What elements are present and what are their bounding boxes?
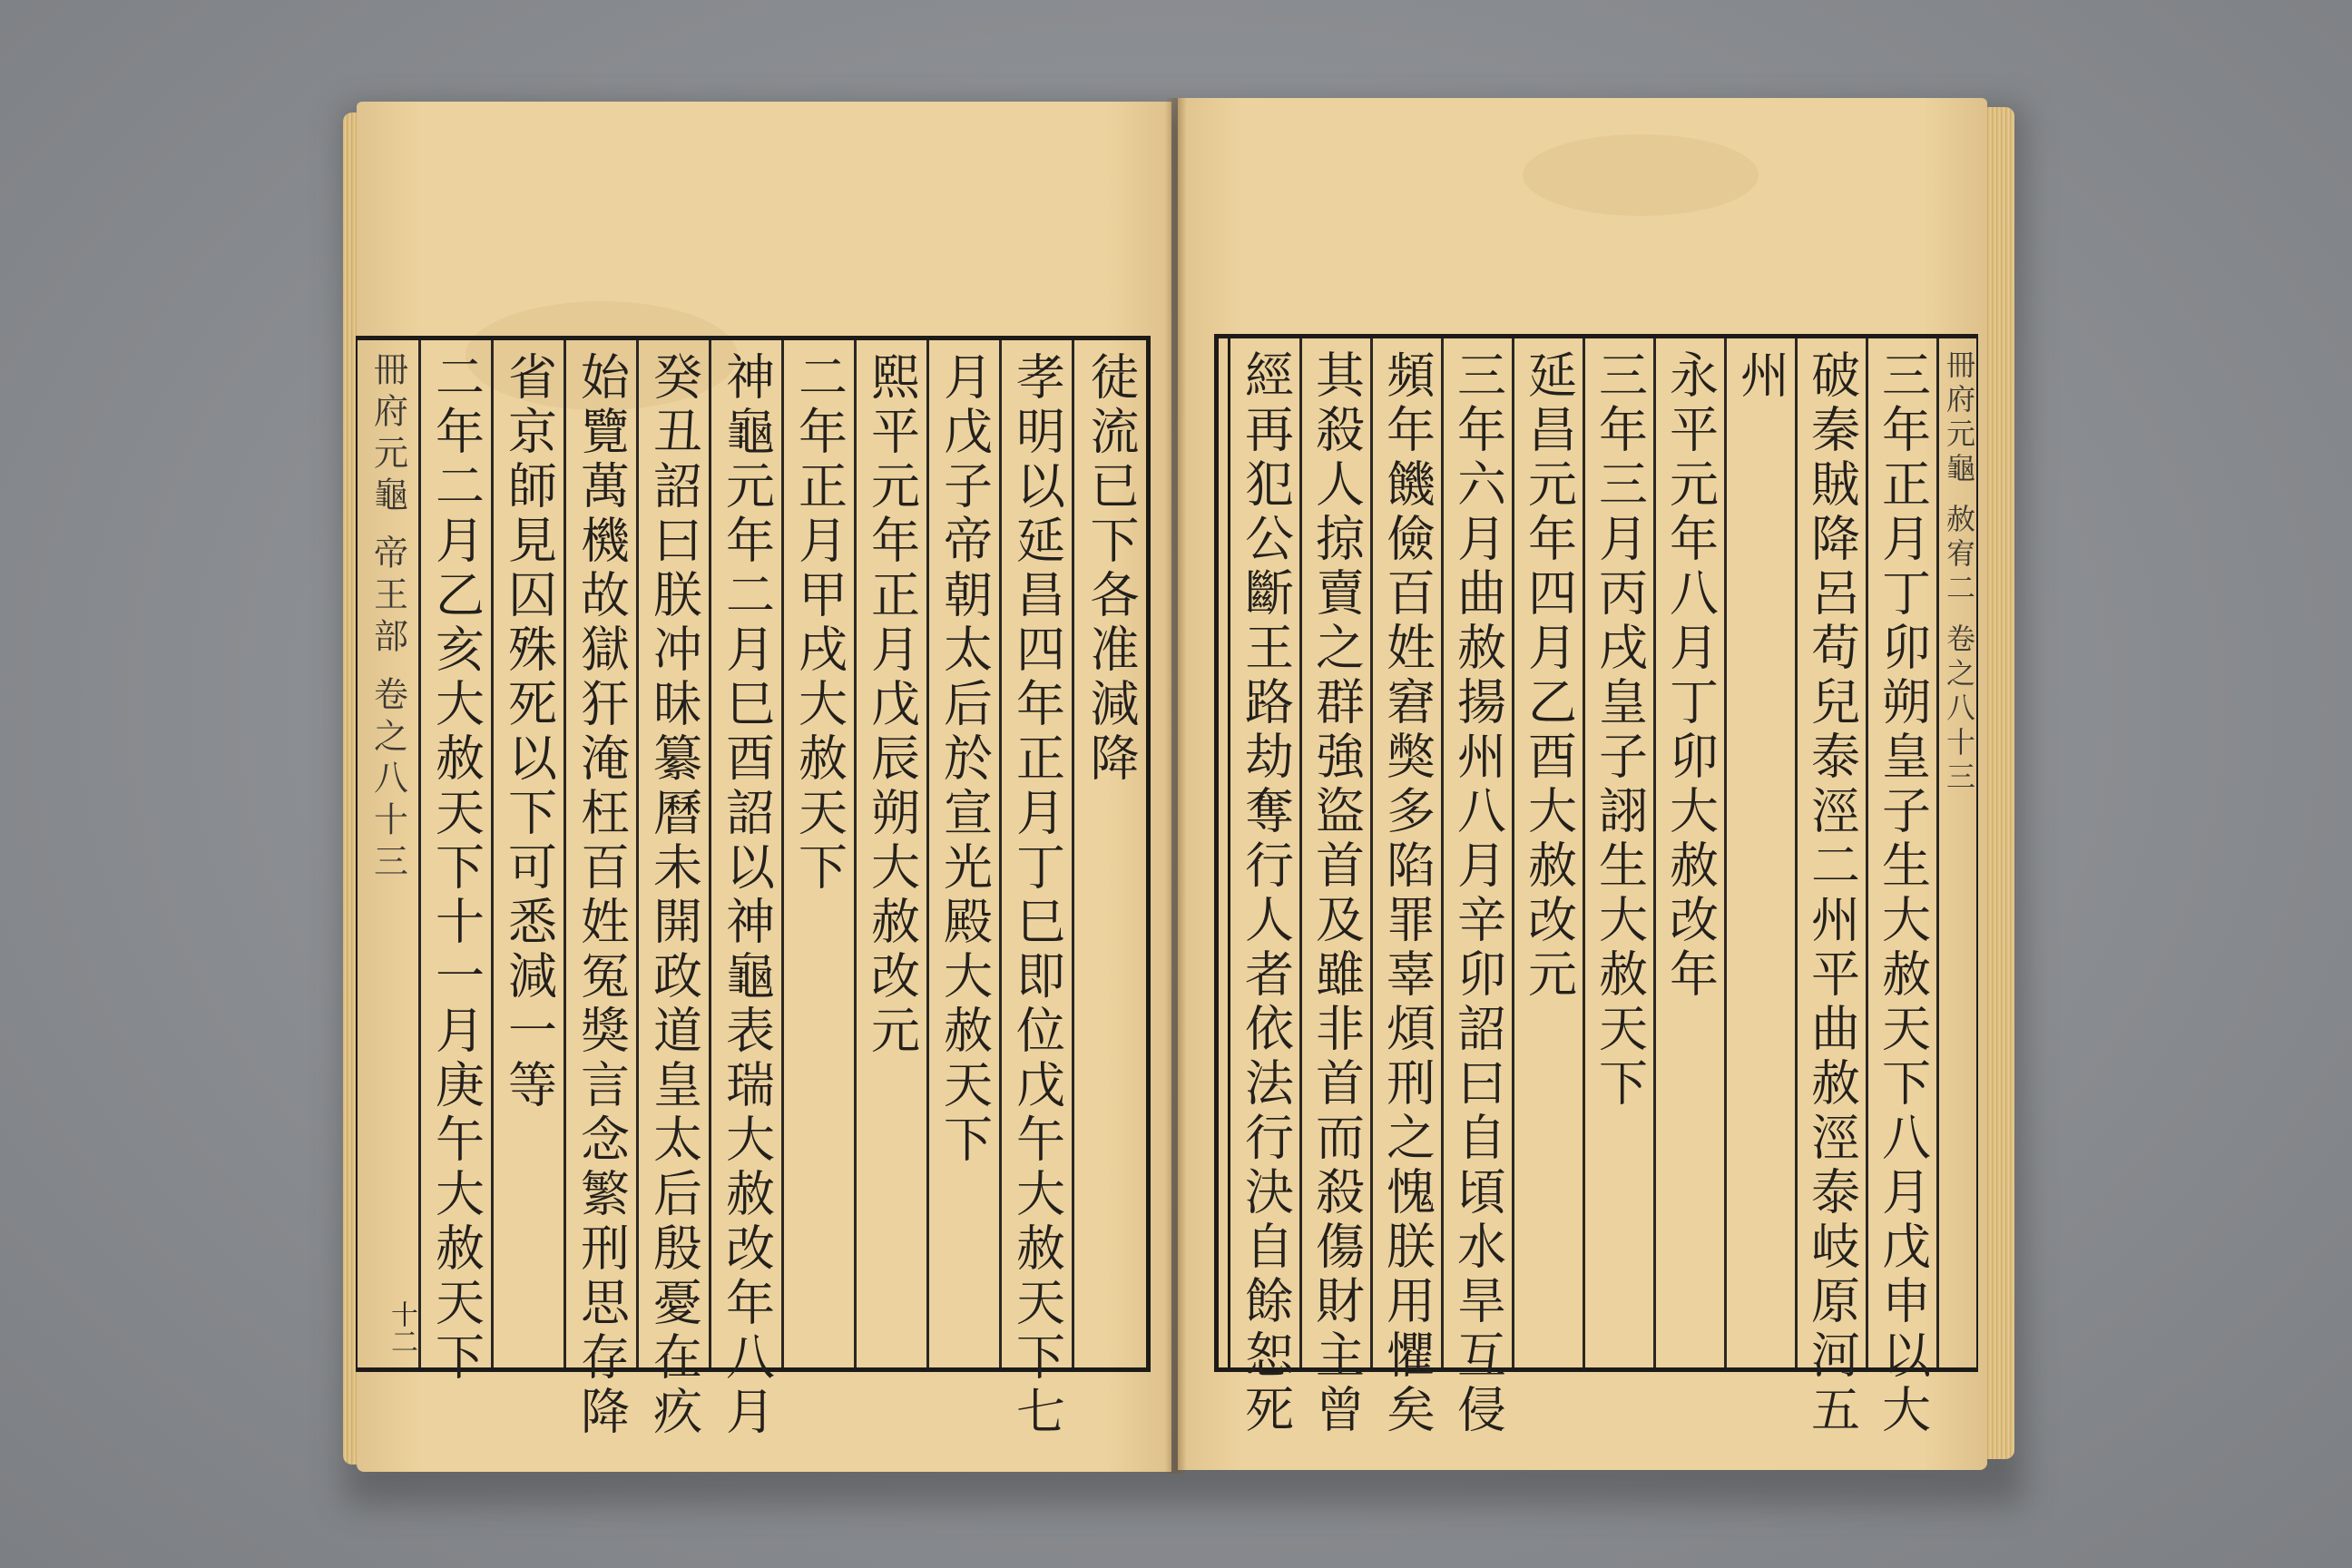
text-column: [1656, 338, 1727, 1367]
column-text: 孝明以延昌四年正月丁巳即位戊午大赦天下七: [1008, 351, 1066, 1440]
text-column: [1373, 338, 1444, 1438]
text-column: [1074, 340, 1147, 1367]
column-text: 永平元年八月丁卯大赦改年: [1661, 349, 1720, 1003]
text-column: [1585, 338, 1656, 1367]
margin-section: 赦宥二: [1942, 504, 1976, 607]
column-text: 省京師見囚殊死以下可悉減一等: [500, 351, 558, 1113]
text-column: [929, 340, 1002, 1367]
margin-chapter: 卷之八十三: [368, 676, 408, 885]
column-text: 經再犯公斷王路劫奪行人者依法行決自餘恕死: [1237, 349, 1295, 1438]
column-text: 頻年饑儉百姓窘獘多陷罪辜煩刑之愧朕用懼矣: [1378, 349, 1436, 1438]
text-column: [711, 340, 784, 1440]
text-column: [1727, 338, 1798, 1367]
book-gutter: [1165, 98, 1187, 1474]
text-column: [1514, 338, 1585, 1367]
margin-title: 冊府元龜: [368, 351, 408, 518]
left-margin-column: [358, 340, 421, 1367]
column-text: 熙平元年正月戊辰朔大赦改元: [863, 351, 921, 1059]
column-text: 破秦賊降呂苟兒泰涇二州平曲赦涇泰岐原河五: [1803, 349, 1861, 1438]
paper-stain: [1523, 134, 1759, 216]
column-text: 二年二月乙亥大赦天下十一月庚午大赦天下: [427, 351, 485, 1386]
column-text: 神龜元年二月巳酉詔以神龜表瑞大赦改年八月: [718, 351, 776, 1440]
text-column: [639, 340, 711, 1440]
text-column: [1231, 338, 1302, 1438]
text-column: [1868, 338, 1939, 1438]
column-text: 延昌元年四月乙酉大赦改元: [1520, 349, 1578, 1003]
margin-section: 帝王部: [368, 534, 408, 660]
text-column: [494, 340, 566, 1367]
right-margin-column: [1939, 338, 1979, 1367]
margin-chapter: 卷之八十三: [1942, 623, 1976, 796]
column-text: 三年正月丁卯朔皇子生大赦天下八月戊申以大: [1874, 349, 1932, 1438]
column-text: 癸丑詔曰朕冲昧纂曆未開政道皇太后殷憂在疚: [645, 351, 703, 1440]
column-text: 其殺人掠賣之群強盜首及雖非首而殺傷財主曾: [1308, 349, 1366, 1438]
text-column: [857, 340, 929, 1367]
text-column: [784, 340, 857, 1367]
text-column: [1002, 340, 1074, 1440]
column-text: 徒流已下各准減降: [1083, 351, 1140, 787]
text-column: [1302, 338, 1373, 1438]
column-text: 州: [1732, 349, 1790, 404]
text-column: [421, 340, 494, 1386]
left-text-frame: [356, 336, 1151, 1440]
text-column: [566, 340, 639, 1440]
right-text-frame: [1214, 334, 1978, 1438]
text-column: [1444, 338, 1514, 1438]
column-text: 月戊子帝朝太后於宣光殿大赦天下: [936, 351, 994, 1168]
text-column: [1798, 338, 1868, 1438]
margin-title: 冊府元龜: [1942, 349, 1976, 487]
column-text: 三年三月丙戌皇子詡生大赦天下: [1591, 349, 1649, 1112]
column-text: 二年正月甲戌大赦天下: [790, 351, 848, 896]
column-text: 始覽萬機故獄犴淹枉百姓冤獎言念繁刑思存降: [573, 351, 631, 1440]
book-fore-edge: [1984, 107, 2014, 1459]
page-number: 十二: [386, 1300, 417, 1355]
column-text: 三年六月曲赦揚州八月辛卯詔曰自頃水旱互侵: [1449, 349, 1507, 1438]
